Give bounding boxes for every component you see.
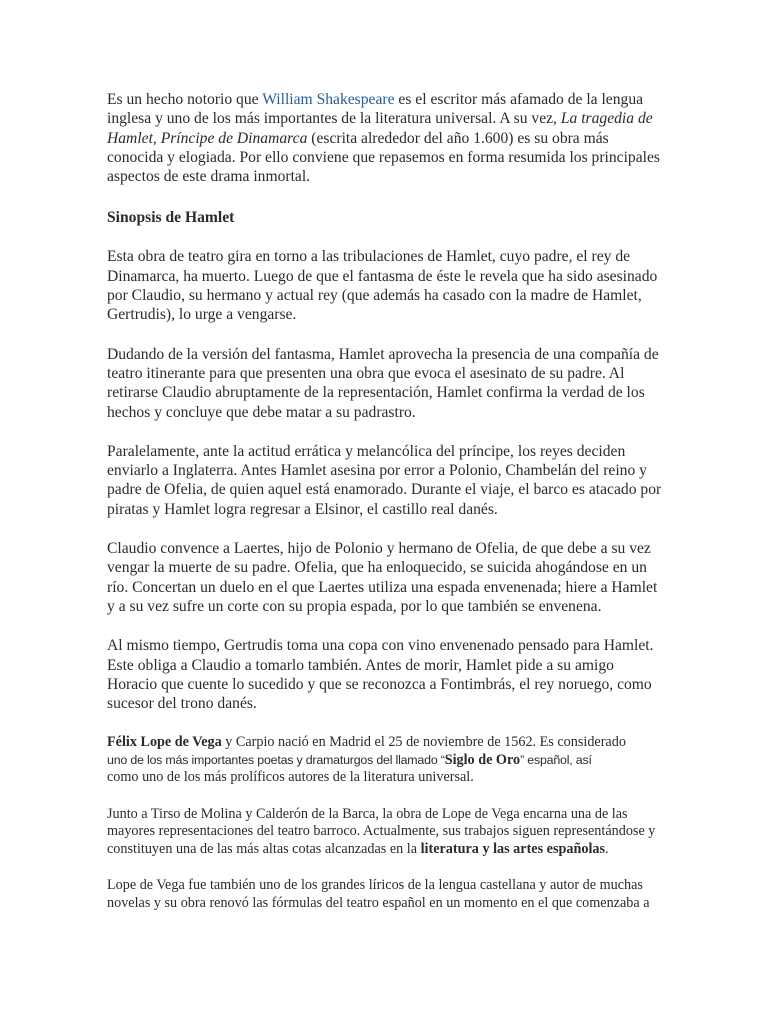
lope-text-3: ” español, así [520,752,592,767]
lope-text-1: y Carpio nació en Madrid el 25 de noviembre de 1562. Es considerado [221,734,626,751]
lope-paragraph-2 [107,806,667,859]
lope-paragraph-1 [107,734,667,787]
intro-text-2: es el escritor más afamado de la lengua inglesa y uno de los más importantes de la literatura universal. A su vez, [107,91,644,128]
lope-text-2: uno de los más importantes poetas y dramaturgos del llamado “ [107,752,445,767]
intro-paragraph [107,90,667,186]
synopsis-paragraph-3: Paralelamente, ante la actitud errática y melancólica del príncipe, los reyes deciden enviarlo a Inglaterra. Antes Hamlet asesina por error a Polonio, Chambelán del reino y padre de Ofelia, de quien aquel está enamorado. Durante el viaje, el barco es atacado por piratas y Hamlet logra regresar a Elsinor, el castillo real danés. [107,442,662,518]
lope-name: Félix Lope de Vega [107,734,222,751]
intro-text-1: Es un hecho notorio que [107,91,263,108]
synopsis-paragraph-1: Esta obra de teatro gira en torno a las tribulaciones de Hamlet, cuyo padre, el rey de Dinamarca, ha muerto. Luego de que el fantasma de éste le revela que ha sido asesinado por Claudio, su hermano y actual rey (que además ha casado con la madre de Hamlet, Gertrudis), lo urge a vengarse. [107,248,658,324]
lope-p2-bold: literatura y las artes españolas [420,840,606,857]
lope-p2-text-2: . [605,840,609,857]
siglo-de-oro: Siglo de Oro [444,751,521,768]
work-title: La tragedia de Hamlet, Príncipe de Dinamarca [107,110,653,147]
lope-text-4: como uno de los más prolíficos autores de la literatura universal. [107,769,474,786]
synopsis-paragraph-5: Al mismo tiempo, Gertrudis toma una copa con vino envenenado pensado para Hamlet. Este obliga a Claudio a tomarlo también. Antes de morir, Hamlet pide a su amigo Horacio que cuente lo sucedido y que se reconozca a Fontimbrás, el rey noruego, como sucesor del trono danés. [107,637,654,713]
intro-text-3: (escrita alrededor del año 1.600) es su obra más conocida y elogiada. Por ello conviene que repasemos en forma resumida los principales aspectos de este drama inmortal. [107,129,660,186]
synopsis-paragraph-2: Dudando de la versión del fantasma, Hamlet aprovecha la presencia de una compañía de teatro itinerante para que presenten una obra que evoca el asesinato de su padre. Al retirarse Claudio abruptamente de la representación, Hamlet confirma la verdad de los hechos y concluye que debe matar a su padrastro. [107,345,659,421]
lope-paragraph-3: Lope de Vega fue también uno de los grandes líricos de la lengua castellana y autor de muchas novelas y su obra renovó las fórmulas del teatro español en un momento en el que comenzaba a [107,877,650,911]
synopsis-paragraph-4: Claudio convence a Laertes, hijo de Polonio y hermano de Ofelia, de que debe a su vez vengar la muerte de su padre. Ofelia, que ha enloquecido, se suicida ahogándose en un río. Concertan un duelo en el que Laertes utiliza una espada envenenada; hiere a Hamlet y a su vez sufre un corte con su propia espada, por lo que también se envenena. [107,540,658,615]
document-page [107,90,667,912]
section-heading: Sinopsis de Hamlet [107,209,235,227]
shakespeare-link[interactable]: William Shakespeare [262,91,395,108]
lope-p2-text-1: Junto a Tirso de Molina y Calderón de la Barca, la obra de Lope de Vega encarna una de las mayores representaciones del teatro barroco. Actualmente, sus trabajos siguen representándose y constituyen una de las más altas cotas alcanzadas en la [107,805,656,857]
